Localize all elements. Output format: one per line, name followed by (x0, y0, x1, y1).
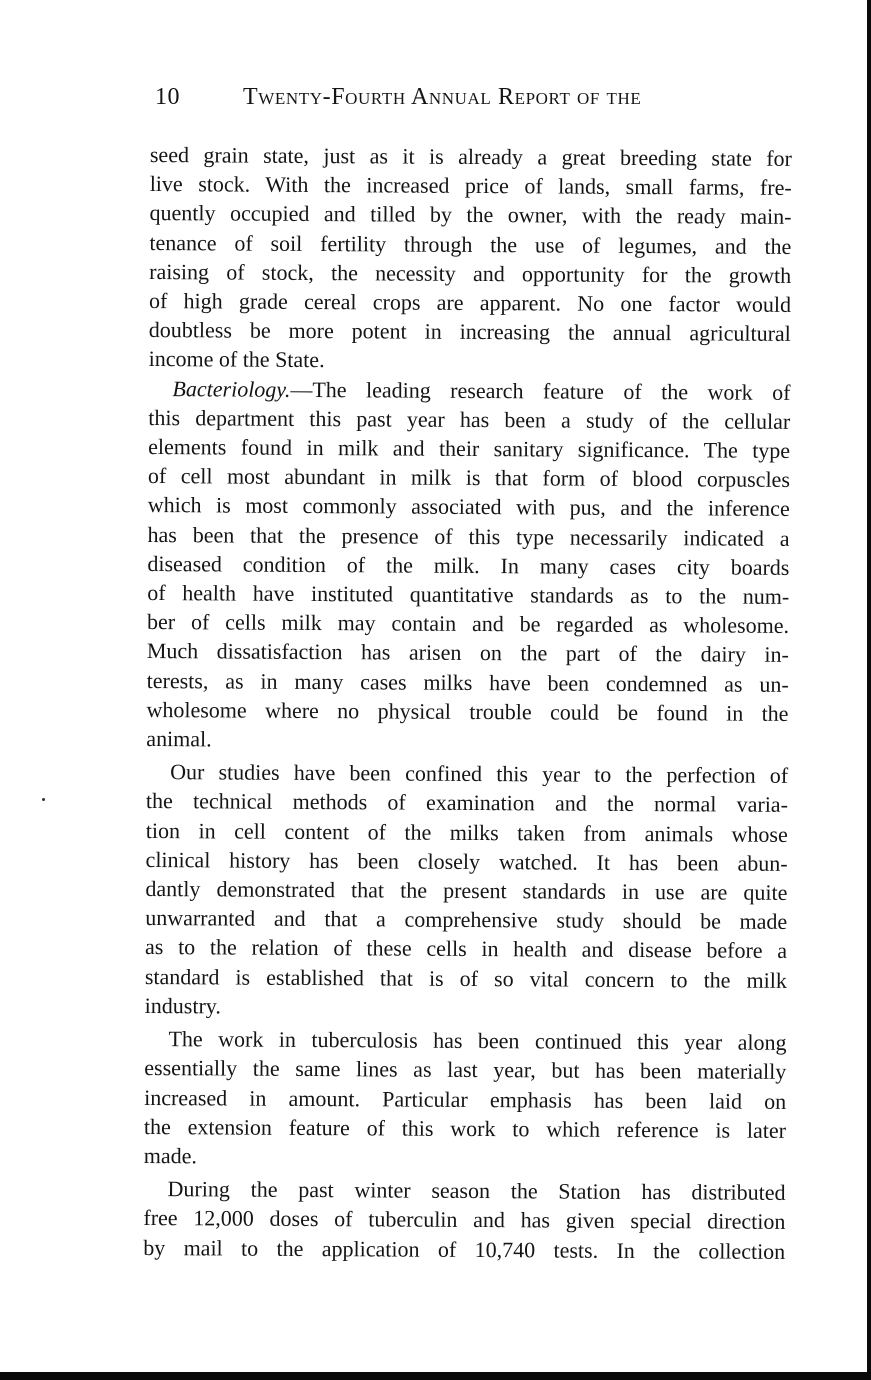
text-line: ber of cells milk may contain and be regarded as wholesome. (146, 609, 790, 639)
text-line: made. (143, 1142, 198, 1169)
text-line: tion in cell content of the milks taken from animals whose (145, 817, 788, 847)
text-line: During the past winter season the Station has distributed (167, 1176, 786, 1206)
text-line: income of the State. (148, 346, 325, 373)
text-line: of cell most abundant in milk is that form of blood corpuscles (147, 463, 791, 493)
paragraph-tuberculosis (144, 1024, 787, 1174)
text-line: The work in tuberculosis has been continued this year along (168, 1026, 787, 1055)
section-heading-bacteriology: Bacteriology. (172, 375, 291, 402)
paragraph-seed-grain (149, 140, 792, 378)
text-line: terests, as in many cases milks have been condemned as un- (146, 667, 789, 697)
page-edge-right (867, 0, 871, 1372)
text-line: wholesome where no physical trouble could be found in the (146, 696, 789, 726)
text-line: this department this past year has been a study of the cellular (148, 404, 791, 434)
text-line (148, 374, 790, 407)
text-line: of high grade cereal crops are apparent. No one factor would (148, 288, 792, 317)
paragraph-studies (145, 757, 789, 1024)
text-line: by mail to the application of 10,740 tests. In the collection (143, 1234, 786, 1264)
text-line: essentially the same lines as last year, but has been materially (144, 1055, 787, 1085)
text-line: of health have instituted quantitative standards as to the num- (147, 580, 790, 609)
text-line: which is most commonly associated with pus, and the inference (147, 492, 790, 522)
running-title: Twenty-Fourth Annual Report of the (243, 84, 642, 110)
print-speck (42, 798, 45, 801)
text-line: Much dissatisfaction has arisen on the part of the dairy in- (146, 638, 789, 668)
page-edge-bottom (0, 1372, 871, 1380)
text-line: live stock. With the increased price of lands, small farms, fre- (149, 171, 792, 201)
body-text (143, 140, 792, 1266)
text-line: increased in amount. Particular emphasis has been laid on (144, 1084, 787, 1114)
text-line: as to the relation of these cells in health and disease before a (144, 934, 788, 964)
page-number: 10 (155, 84, 180, 110)
text-line: doubtless be more potent in increasing the annual agricultural (148, 317, 791, 347)
text-line: raising of stock, the necessity and opportunity for the growth (149, 258, 792, 288)
text-line: quently occupied and tilled by the owner, with the ready main- (149, 200, 792, 230)
text-line: standard is established that is of so vital concern to the milk (144, 963, 787, 993)
text-line: seed grain state, just as it is already a great breeding state for (149, 141, 792, 171)
text-line: elements found in milk and their sanitary significance. The type (148, 434, 791, 463)
text-line: diseased condition of the milk. In many cases city boards (147, 550, 790, 580)
text-line: tenance of soil fertility through the use of legumes, and the (149, 229, 792, 259)
text-line: has been that the presence of this type necessarily indicated a (147, 521, 790, 551)
text-line: industry. (144, 992, 221, 1019)
text-line: animal. (146, 726, 212, 752)
paragraph-bacteriology (146, 374, 790, 758)
text-fragment: —The leading research feature of the work of (290, 376, 791, 405)
text-line: the technical methods of examination and the normal varia- (145, 788, 789, 818)
text-line: the extension feature of this work to which reference is later (143, 1113, 787, 1143)
text-line: free 12,000 doses of tuberculin and has given special direction (143, 1205, 786, 1235)
text-line: Our studies have been confined this year to the perfection of (170, 759, 789, 789)
text-line: clinical history has been closely watched. It has been abun- (145, 846, 788, 876)
text-line: unwarranted and that a comprehensive study should be made (145, 905, 788, 935)
text-line: dantly demonstrated that the present standards in use are quite (145, 876, 788, 905)
paragraph-winter-season (143, 1174, 786, 1266)
